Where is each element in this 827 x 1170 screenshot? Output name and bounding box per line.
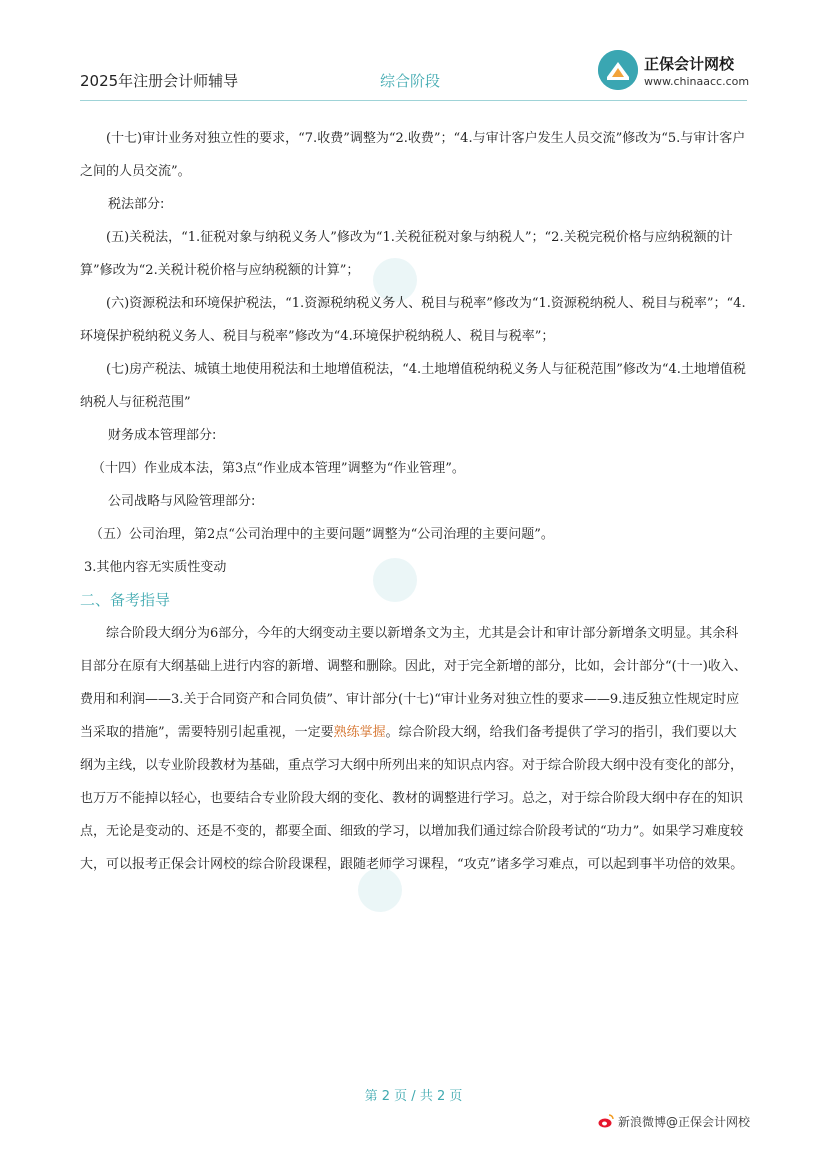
header-divider xyxy=(80,100,747,101)
finance-section-heading: 财务成本管理部分: xyxy=(108,428,217,443)
exam-guide-paragraph xyxy=(80,617,747,881)
tax-item-customs: (五)关税法，“1.征税对象与纳税义务人”修改为“1.关税征税对象与纳税人”；“2.关税完税价格与应纳税额的计算”修改为“2.关税计税价格与应纳税额的计算”； xyxy=(80,230,733,278)
page-header xyxy=(0,0,827,104)
tax-section-heading: 税法部分: xyxy=(108,197,165,212)
document-body xyxy=(80,122,747,881)
brand-logo-name: 正保会计网校 xyxy=(644,55,735,73)
audit-independence-paragraph: (十七)审计业务对独立性的要求，“7.收费”调整为“2.收费”；“4.与审计客户发生人员交流”修改为“5.与审计客户之间的人员交流”。 xyxy=(80,131,746,179)
section-title-exam-guide: 二、备考指导 xyxy=(80,591,171,609)
strategy-section-heading: 公司战略与风险管理部分: xyxy=(108,494,256,509)
weibo-handle: 新浪微博@正保会计网校 xyxy=(618,1115,751,1129)
tax-item-property: (七)房产税法、城镇土地使用税法和土地增值税法，“4.土地增值税纳税义务人与征税范围”修改为“4.土地增值税纳税人与征税范围” xyxy=(80,362,746,410)
header-course-title: 2025年注册会计师辅导 xyxy=(80,72,239,90)
tax-item-resource: (六)资源税法和环境保护税法，“1.资源税纳税义务人、税目与税率”修改为“1.资源税纳税人、税目与税率”；“4.环境保护税纳税义务人、税目与税率”修改为“4.环境保护税纳税人、税目与税率”； xyxy=(80,296,746,344)
exam-guide-text-part2: 。综合阶段大纲，给我们备考提供了学习的指引，我们要以大纲为主线，以专业阶段教材为基础，重点学习大纲中所列出来的知识点内容。对于综合阶段大纲中没有变化的部分，也万万不能掉以轻心，也要结合专业阶段大纲的变化、教材的调整进行学习。总之，对于综合阶段大纲中存在的知识点，无论是变动的、还是不变的，都要全面、细致的学习，以增加我们通过综合阶段考试的“功力”。如果学习难度较大，可以报考正保会计网校的综合阶段课程，跟随老师学习课程，“攻克”诸多学习难点，可以起到事半功倍的效果。 xyxy=(80,725,744,872)
exam-guide-text-part1: 综合阶段大纲分为6部分，今年的大纲变动主要以新增条文为主，尤其是会计和审计部分新增条文明显。其余科目部分在原有大纲基础上进行内容的新增、调整和删除。因此，对于完全新增的部分，比如，会计部分“(十一)收入、费用和利润——3.关于合同资产和合同负债”、审计部分(十七)“审计业务对独立性的要求——9.违反独立性规定时应当采取的措施”，需要特别引起重视，一定要 xyxy=(80,626,747,740)
other-changes-note: 3.其他内容无实质性变动 xyxy=(84,560,227,575)
weibo-footer xyxy=(598,1113,750,1131)
strategy-item-governance: （五）公司治理，第2点“公司治理中的主要问题”调整为“公司治理的主要问题”。 xyxy=(90,527,554,542)
page-number: 第 2 页 / 共 2 页 xyxy=(364,1089,463,1104)
brand-logo-url: www.chinaacc.com xyxy=(644,75,750,88)
brand-logo xyxy=(598,50,758,94)
header-stage-title: 综合阶段 xyxy=(380,72,441,90)
finance-item-activity-costing: （十四）作业成本法，第3点“作业成本管理”调整为“作业管理”。 xyxy=(92,461,465,476)
exam-guide-highlight: 熟练掌握 xyxy=(333,725,386,740)
brand-logo-icon xyxy=(598,50,638,90)
weibo-icon xyxy=(598,1114,614,1131)
